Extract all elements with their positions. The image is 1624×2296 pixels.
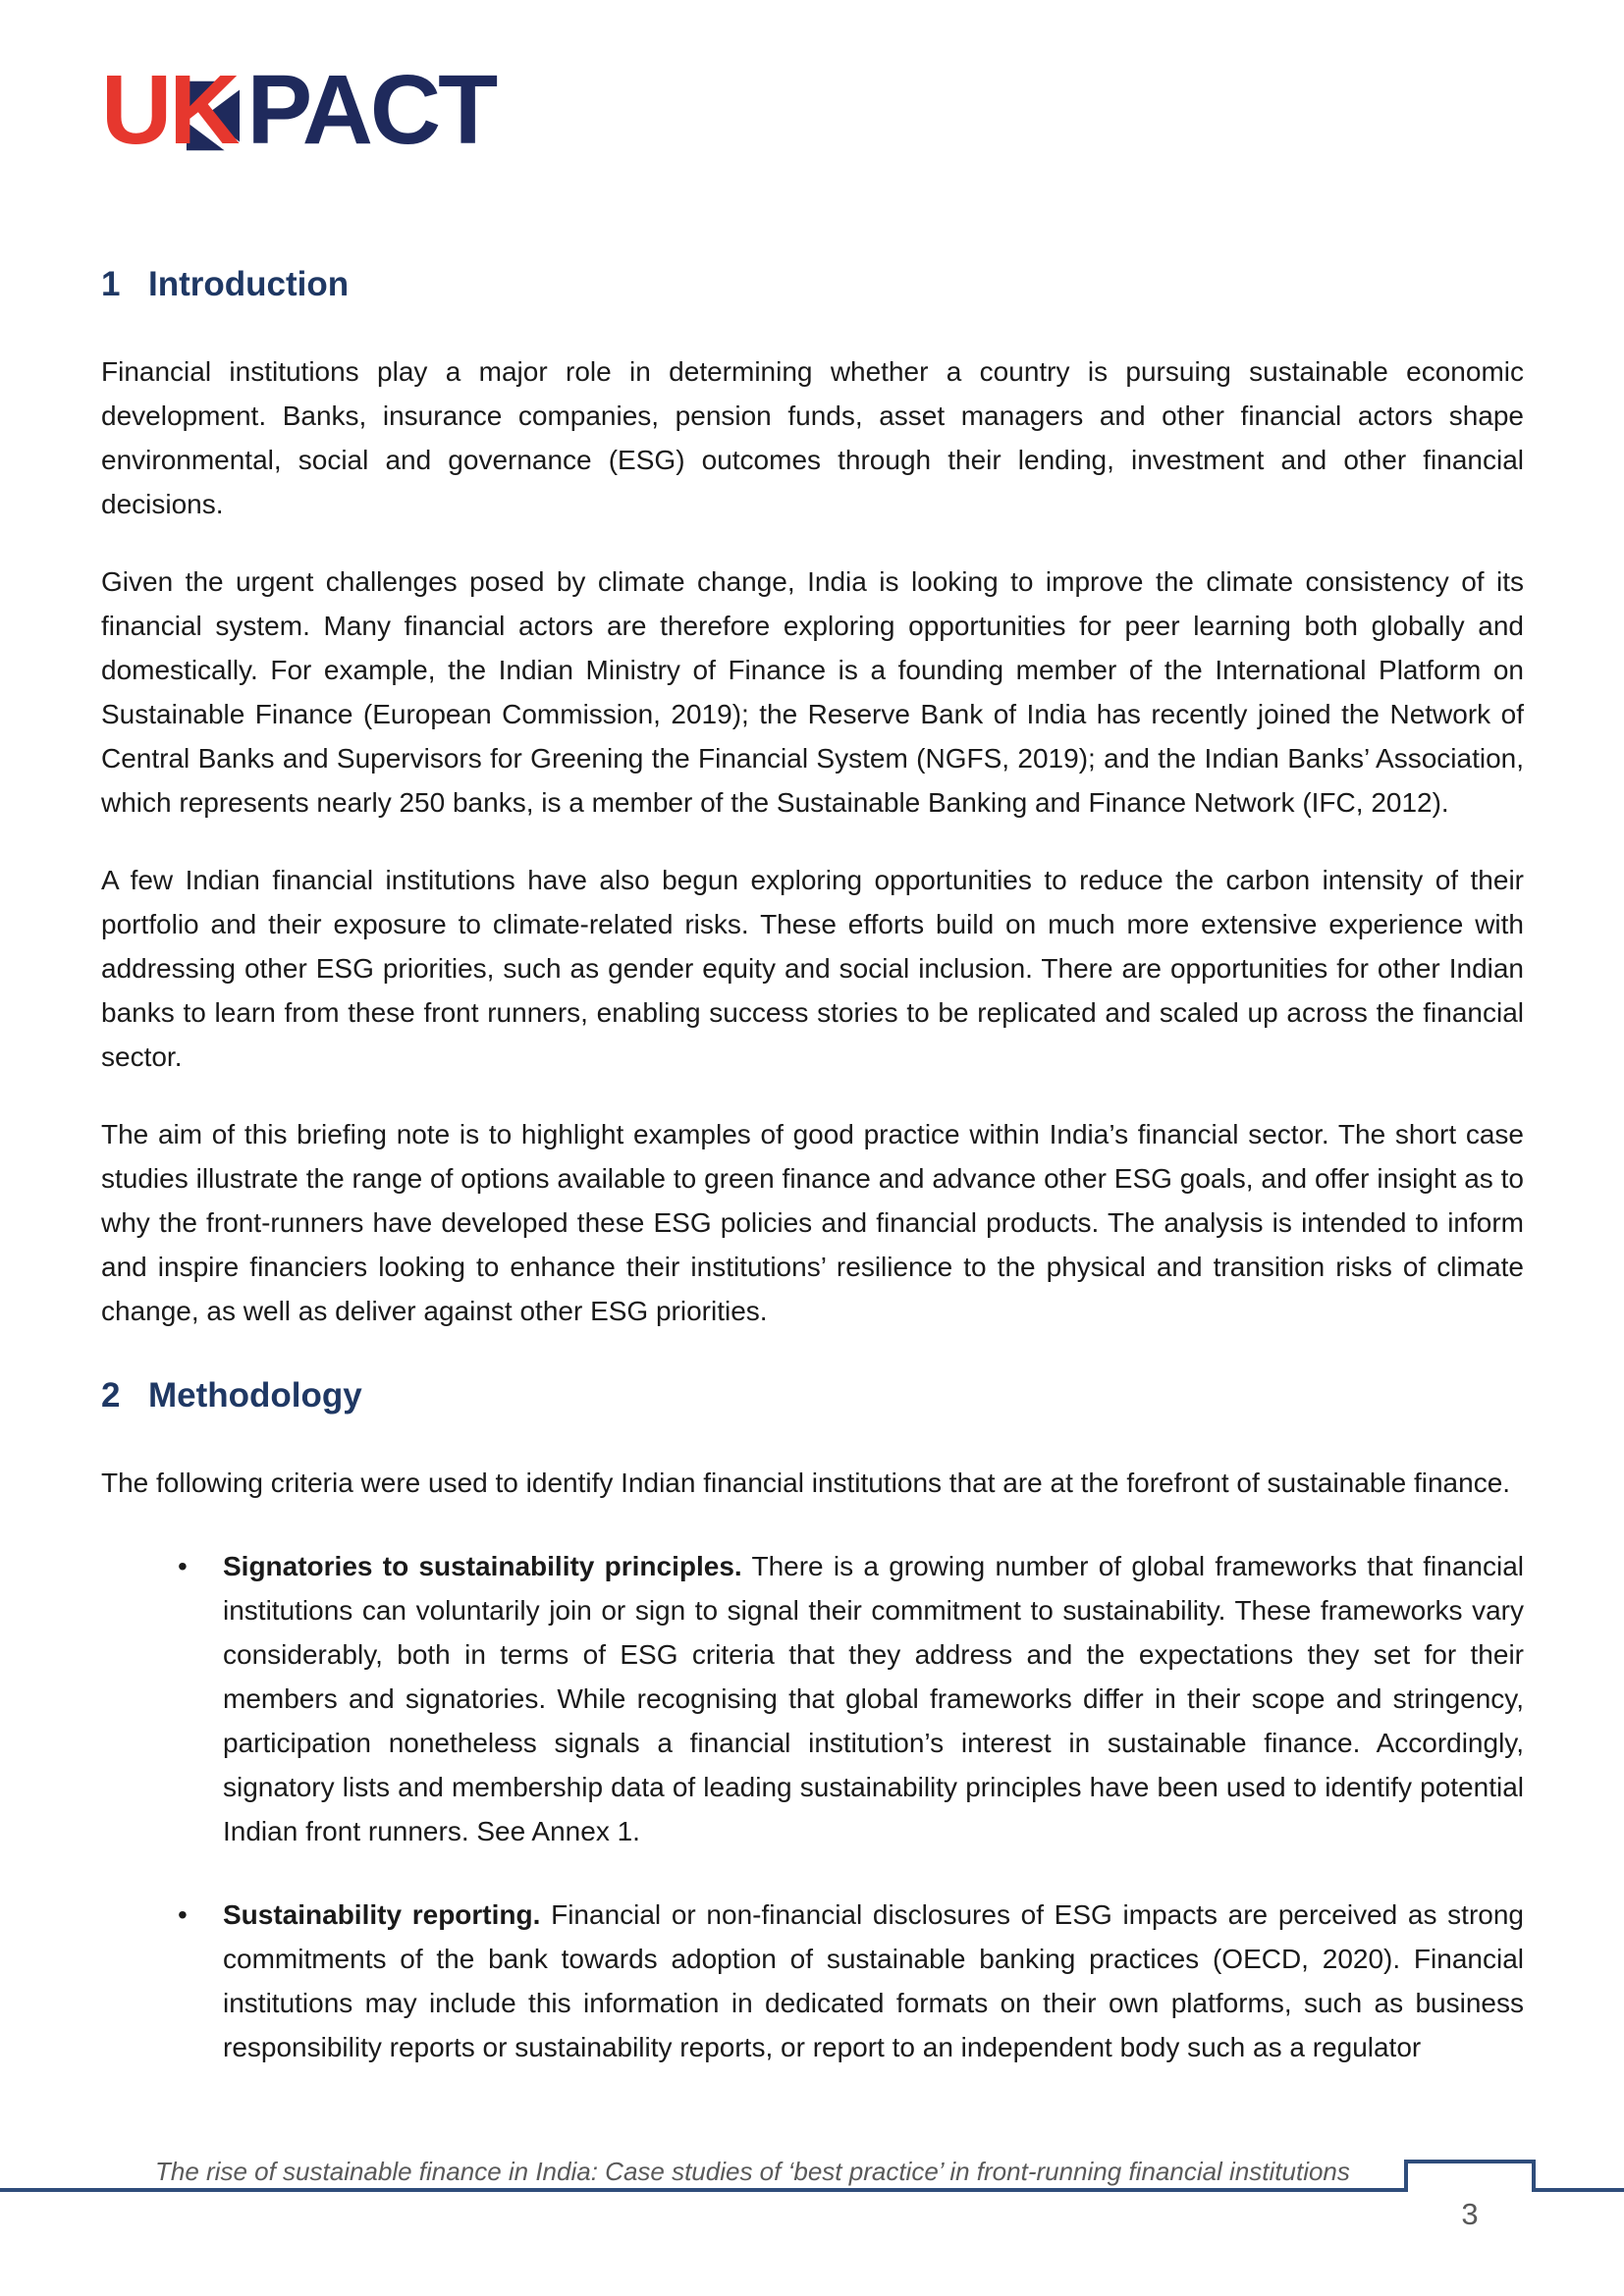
section-methodology [101,1376,1524,2109]
bullet-lead-text: Signatories to sustainability principles. [223,1551,742,1581]
list-item [101,1544,1524,1853]
logo-letter-k: K [169,55,238,165]
page-number: 3 [1461,2197,1479,2231]
section-title: Methodology [148,1376,362,1415]
logo-letter-u: U [101,55,170,165]
bullet-icon: • [178,1899,188,1930]
logo-pact-text: PACT [246,55,496,165]
bullet-reporting [223,1893,1524,2069]
footer-rule-right [1532,2188,1624,2192]
ukpact-logo [101,55,496,165]
footer-document-title: The rise of sustainable finance in India: Case studies of ‘best practice’ in front-running financial institutions [155,2157,1350,2186]
section-number: 1 [101,265,121,303]
bullet-body-text: There is a growing number of global frameworks that financial institutions can voluntarily join or sign to signal their commitment to sustainability. These frameworks vary considerably, both in terms of ESG criteria that they address and the expectations they set for their members and signatories. While recognising that global frameworks differ in their scope and stringency, participation nonetheless signals a financial institution’s interest in sustainable finance. Accordingly, signatory lists and membership data of leading sustainability principles have been used to identify potential Indian front runners. See Annex 1. [223,1551,1525,1846]
methodology-intro-paragraph: The following criteria were used to identify Indian financial institutions that are at the forefront of sustainable finance. [101,1468,1511,1498]
bullet-body-text: Financial or non-financial disclosures of ESG impacts are perceived as strong commitments of the bank towards adoption of sustainable banking practices (OECD, 2020). Financial institutions may include this information in dedicated formats on their own platforms, such as business responsibility reports or sustainability reports, or report to an independent body such as a regulator [223,1899,1525,2062]
intro-paragraph-4: The aim of this briefing note is to highlight examples of good practice within India’s financial sector. The short case studies illustrate the range of options available to green finance and advance other ESG goals, and offer insight as to why the front-runners have developed these ESG policies and financial products. The analysis is intended to inform and inspire financiers looking to enhance their institutions’ resilience to the physical and transition risks of climate change, as well as deliver against other ESG priorities. [101,1119,1524,1326]
bullet-signatories [223,1544,1524,1853]
page-number-tab [1404,2160,1536,2192]
intro-paragraph-1: Financial institutions play a major role in determining whether a country is pursuing sustainable economic development. Banks, insurance companies, pension funds, asset managers and other financial actors shape environmental, social and governance (ESG) outcomes through their lending, investment and other financial decisions. [101,356,1524,519]
section-number: 2 [101,1376,121,1415]
bullet-icon: • [178,1551,188,1581]
intro-paragraph-3: A few Indian financial institutions have also begun exploring opportunities to reduce the carbon intensity of their portfolio and their exposure to climate-related risks. These efforts build on much more extensive experience with addressing other ESG priorities, such as gender equity and social inclusion. There are opportunities for other Indian banks to learn from these front runners, enabling success stories to be replicated and scaled up across the financial sector. [101,865,1524,1072]
methodology-heading [101,1376,1524,1415]
introduction-heading [101,265,1524,304]
bullet-lead-text: Sustainability reporting. [223,1899,541,1930]
uk-flag-k-icon [169,55,238,165]
section-title: Introduction [148,265,350,303]
footer-rule-left [0,2188,1404,2192]
list-item [101,1893,1524,2069]
section-introduction [101,265,1524,1366]
intro-paragraph-2: Given the urgent challenges posed by climate change, India is looking to improve the climate consistency of its financial system. Many financial actors are therefore exploring opportunities for peer learning both globally and domestically. For example, the Indian Ministry of Finance is a founding member of the International Platform on Sustainable Finance (European Commission, 2019); the Reserve Bank of India has recently joined the Network of Central Banks and Supervisors for Greening the Financial System (NGFS, 2019); and the Indian Banks’ Association, which represents nearly 250 banks, is a member of the Sustainable Banking and Finance Network (IFC, 2012). [101,566,1524,818]
